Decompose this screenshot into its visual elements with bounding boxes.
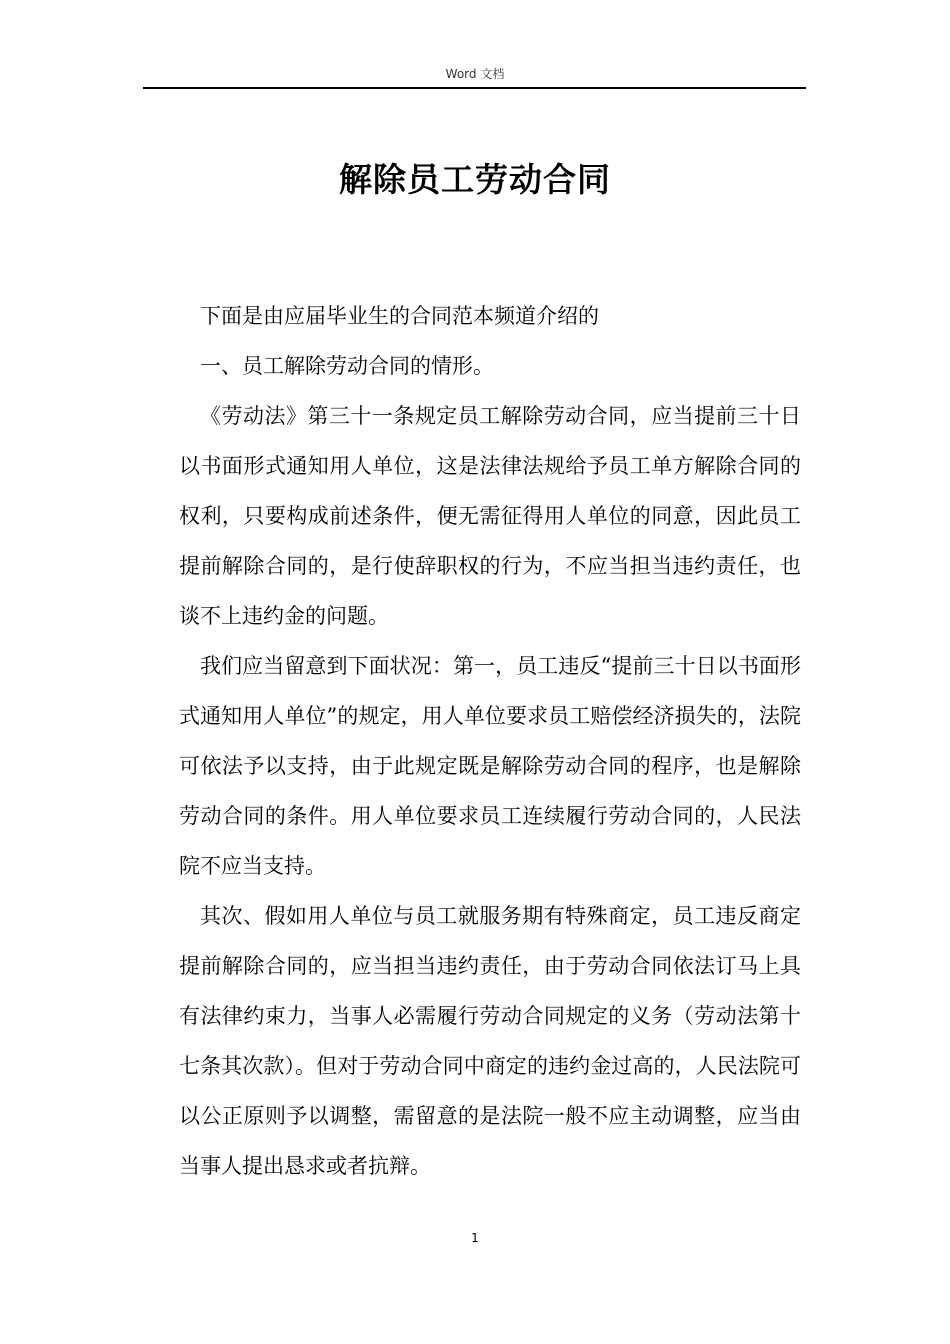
paragraph-section-heading: 一、员工解除劳动合同的情形。 (200, 354, 494, 378)
paragraph-intro: 下面是由应届毕业生的合同范本频道介绍的 (200, 304, 599, 328)
paragraph-labor-law-article: 《劳动法》第三十一条规定员工解除劳动合同，应当提前三十日以书面形式通知用人单位，这是法律法规给予员工单方解除合同的权利，只要构成前述条件，便无需征得用人单位的同意，因此员工提前解除合同的，是行使辞职权的行为，不应当担当违约责任，也谈不上违约金的问题。 (179, 404, 801, 628)
document-body (179, 291, 801, 1191)
header-label: Word 文档 (445, 67, 505, 81)
header-divider (143, 87, 806, 89)
paragraph-service-period: 其次、假如用人单位与员工就服务期有特殊商定，员工违反商定提前解除合同的，应当担当违约责任，由于劳动合同依法订马上具有法律约束力，当事人必需履行劳动合同规定的义务（劳动法第十七条其次款）。但对于劳动合同中商定的违约金过高的，人民法院可以公正原则予以调整，需留意的是法院一般不应主动调整，应当由当事人提出恳求或者抗辩。 (179, 904, 801, 1178)
page-number: 1 (471, 1231, 479, 1245)
paragraph-notice-situation: 我们应当留意到下面状况：第一，员工违反“提前三十日以书面形式通知用人单位”的规定，用人单位要求员工赔偿经济损失的，法院可依法予以支持，由于此规定既是解除劳动合同的程序，也是解除劳动合同的条件。用人单位要求员工连续履行劳动合同的，人民法院不应当支持。 (179, 654, 801, 878)
document-title: 解除员工劳动合同 (339, 160, 611, 199)
